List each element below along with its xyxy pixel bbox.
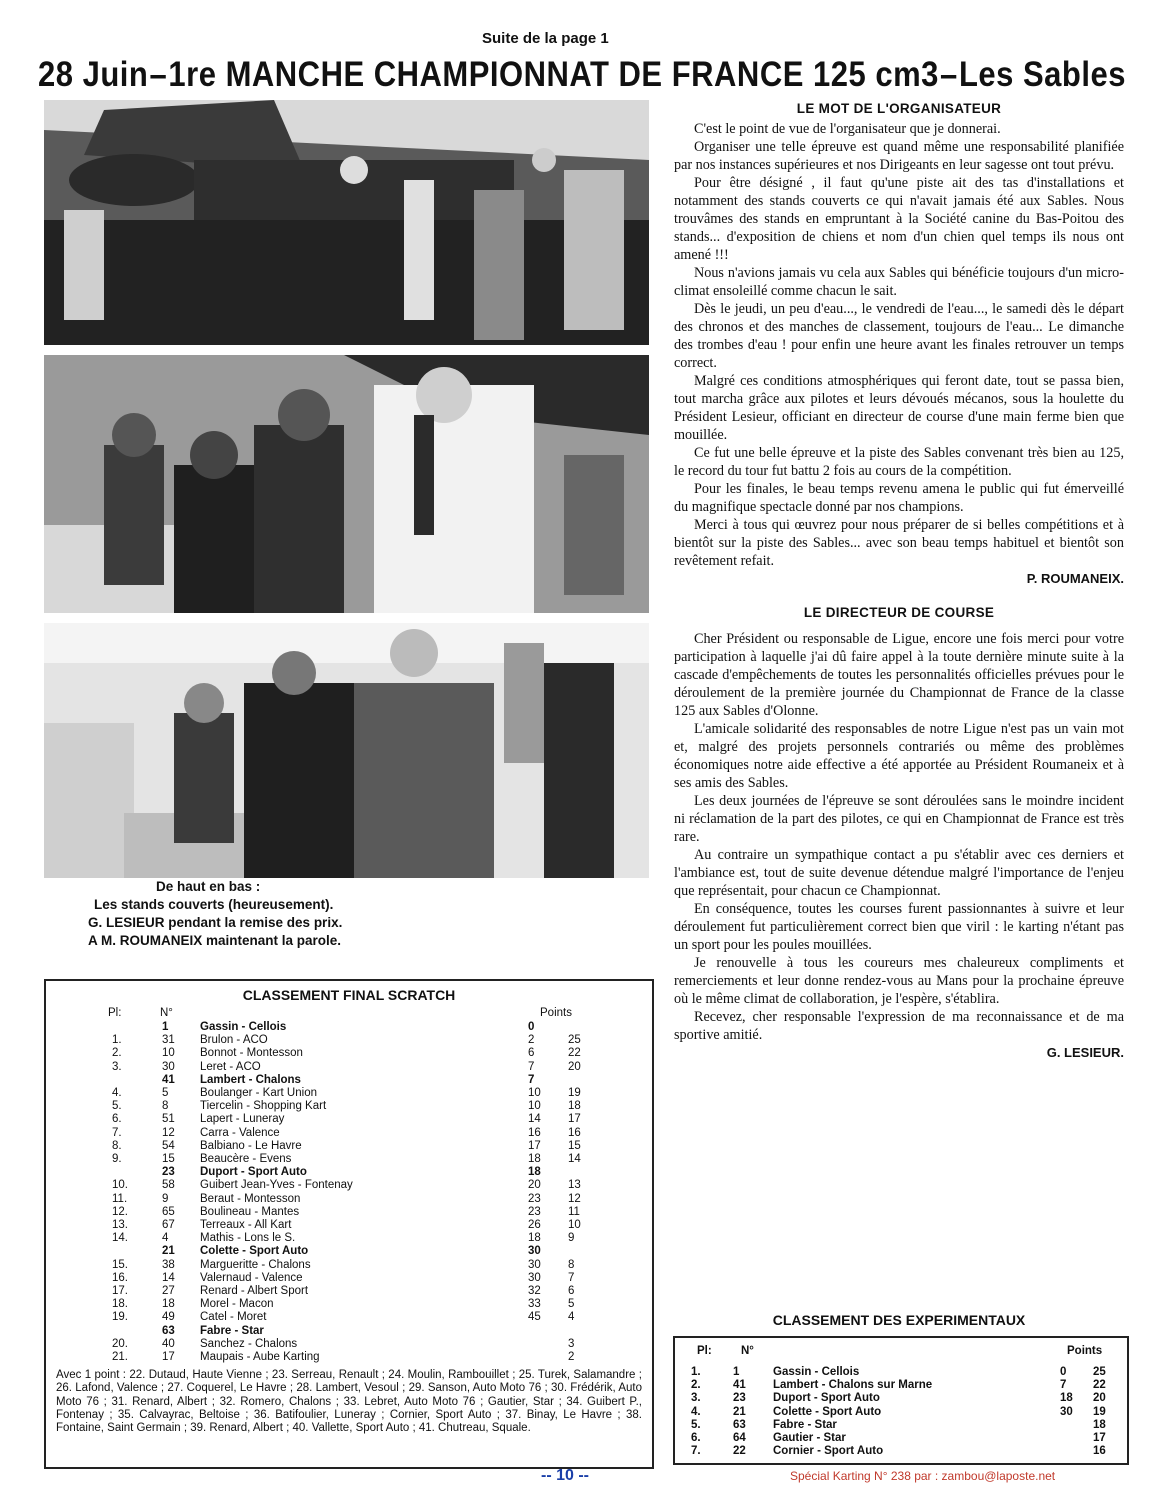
cell-rank: 15. bbox=[112, 1258, 128, 1271]
cell-score: 11 bbox=[568, 1205, 580, 1218]
cell-driver: Beaucère - Evens bbox=[200, 1153, 292, 1165]
cell-number: 31 bbox=[162, 1034, 175, 1047]
cell-rank: 8. bbox=[112, 1139, 122, 1152]
cell-number: 1 bbox=[162, 1021, 169, 1033]
caption-line: G. LESIEUR pendant la remise des prix. bbox=[88, 915, 343, 930]
cell-driver: Catel - Moret bbox=[200, 1311, 267, 1324]
table-row bbox=[46, 1193, 652, 1206]
photo-caption bbox=[44, 878, 649, 955]
cell-score: 15 bbox=[568, 1139, 581, 1152]
paragraph: Cher Président ou responsable de Ligue, encore une fois merci pour votre participation à laquelle j'ai dû faire appel à la toute dernière minute suite à la cascade d'empêchements de toutes les personnalités officielles prévues pour le déroulement de la première journée du Championnat de France de la classe 125 aux Sables d'Olonne. bbox=[674, 631, 1124, 719]
table-row bbox=[46, 1021, 652, 1034]
cell-number: 1 bbox=[733, 1366, 740, 1378]
table-row bbox=[46, 1245, 652, 1258]
cell-score: 25 bbox=[568, 1034, 581, 1047]
cell-points: 18 bbox=[1060, 1392, 1073, 1405]
cell-rank: 7. bbox=[112, 1126, 122, 1139]
cell-points: 23 bbox=[528, 1205, 541, 1218]
table-row bbox=[46, 1047, 652, 1060]
cell-number: 22 bbox=[733, 1445, 746, 1458]
cell-driver: Tiercelin - Shopping Kart bbox=[200, 1100, 327, 1113]
cell-number: 23 bbox=[733, 1392, 746, 1405]
paragraph: Je renouvelle à tous les coureurs mes chaleureux compliments et remerciements et leur donne rendez-vous au Mans pour la prochaine épreuve où le même climat de collaboration, je l'espère, s'établira. bbox=[674, 955, 1124, 1007]
cell-rank: 1. bbox=[112, 1034, 122, 1047]
table-row bbox=[46, 1127, 652, 1140]
cell-driver: Boulineau - Mantes bbox=[200, 1205, 300, 1218]
cell-driver: Lapert - Luneray bbox=[200, 1113, 285, 1126]
cell-score: 3 bbox=[568, 1337, 575, 1350]
head-pl: Pl: bbox=[697, 1345, 712, 1357]
paragraph: Dès le jeudi, un peu d'eau..., le vendredi de l'eau..., le samedi dès le départ des chronos et des manches de classement, toujours de l'eau... Le dimanche des trombes d'eau ! pour enfin une heure avant les finales retrouver un temps correct. bbox=[674, 301, 1124, 371]
table-row bbox=[46, 1074, 652, 1087]
cell-points: 30 bbox=[528, 1271, 541, 1284]
caption-line: De haut en bas : bbox=[156, 879, 261, 894]
cell-rank: 1. bbox=[691, 1366, 701, 1378]
cell-number: 4 bbox=[162, 1232, 169, 1245]
cell-number: 65 bbox=[162, 1205, 175, 1218]
table-row bbox=[46, 1061, 652, 1074]
cell-driver: Guibert Jean-Yves - Fontenay bbox=[200, 1179, 353, 1192]
table-row bbox=[46, 1325, 652, 1338]
cell-rank: 4. bbox=[691, 1405, 701, 1418]
table-row bbox=[46, 1206, 652, 1219]
footer-credit: Spécial Karting N° 238 par : zambou@laposte.net bbox=[790, 1469, 1056, 1483]
headline-place: Les Sables bbox=[958, 54, 1126, 95]
table-row bbox=[46, 1285, 652, 1298]
cell-driver: Gassin - Cellois bbox=[200, 1021, 287, 1033]
cell-driver: Gautier - Star bbox=[773, 1432, 846, 1444]
paragraph: Organiser une telle épreuve est quand même une responsabilité planifiée par nos instances supérieures et nos Dirigeants en leur sagesse ont tout prévu. bbox=[674, 139, 1124, 173]
cell-number: 23 bbox=[162, 1166, 175, 1179]
cell-score: 17 bbox=[1093, 1432, 1106, 1444]
paragraph: Les deux journées de l'épreuve se sont déroulées sans le moindre incident ni réclamation de la part des pilotes, ce qui en Championnat de France est très rare. bbox=[674, 793, 1124, 845]
cell-number: 27 bbox=[162, 1285, 175, 1297]
cell-driver: Duport - Sport Auto bbox=[773, 1392, 880, 1405]
paragraph: Ce fut une belle épreuve et la piste des Sables convenant très bien au 125, le record du tour fut battu 2 fois au cours de la compétition. bbox=[674, 445, 1124, 479]
cell-points: 45 bbox=[528, 1311, 541, 1324]
cell-points: 17 bbox=[528, 1139, 541, 1152]
cell-rank: 2. bbox=[112, 1047, 122, 1060]
cell-score: 22 bbox=[568, 1047, 581, 1060]
cell-rank: 6. bbox=[112, 1113, 122, 1126]
cell-points: 30 bbox=[528, 1245, 541, 1258]
head-points: Points bbox=[1067, 1345, 1103, 1357]
cell-points: 30 bbox=[528, 1258, 541, 1271]
cell-score: 7 bbox=[568, 1271, 575, 1284]
cell-driver: Bonnot - Montesson bbox=[200, 1047, 303, 1060]
table-row bbox=[675, 1419, 1127, 1432]
cell-rank: 3. bbox=[112, 1060, 122, 1073]
cell-score: 19 bbox=[568, 1087, 581, 1099]
table-row bbox=[46, 1087, 652, 1100]
cell-points: 10 bbox=[528, 1100, 541, 1113]
cell-number: 21 bbox=[162, 1245, 175, 1258]
cell-points: 10 bbox=[528, 1087, 541, 1099]
cell-driver: Margueritte - Chalons bbox=[200, 1258, 311, 1271]
cell-rank: 3. bbox=[691, 1392, 701, 1405]
table-row bbox=[46, 1259, 652, 1272]
experimentaux-standings bbox=[673, 1336, 1129, 1465]
cell-points: 16 bbox=[528, 1126, 541, 1139]
directeur-closing: Recevez, cher responsable l'expression de ma reconnaissance et de ma sportive amitié. bbox=[674, 1009, 1124, 1043]
cell-number: 63 bbox=[733, 1418, 746, 1431]
cell-score: 13 bbox=[568, 1179, 581, 1192]
experimentaux-title: CLASSEMENT DES EXPERIMENTAUX bbox=[772, 1312, 1026, 1328]
directeur-signature: G. LESIEUR. bbox=[1046, 1045, 1124, 1060]
cell-rank: 9. bbox=[112, 1153, 122, 1165]
cell-points: 26 bbox=[528, 1219, 541, 1231]
cell-rank: 17. bbox=[112, 1285, 128, 1297]
cell-number: 14 bbox=[162, 1271, 175, 1284]
cell-driver: Beraut - Montesson bbox=[200, 1192, 301, 1205]
cell-points: 7 bbox=[1060, 1379, 1067, 1392]
table-row bbox=[675, 1392, 1127, 1405]
paragraph: En conséquence, toutes les courses furent passionnantes à suivre et leur déroulement fut particulièrement correct bien que viril : le karting n'étant pas un sport pour les poules mouillées. bbox=[674, 901, 1124, 953]
cell-score: 9 bbox=[568, 1232, 575, 1245]
cell-points: 33 bbox=[528, 1298, 541, 1311]
cell-score: 4 bbox=[568, 1311, 575, 1324]
cell-driver: Boulanger - Kart Union bbox=[200, 1087, 317, 1099]
cell-rank: 14. bbox=[112, 1232, 128, 1245]
cell-rank: 18. bbox=[112, 1298, 128, 1311]
cell-driver: Fabre - Star bbox=[773, 1418, 837, 1431]
cell-rank: 2. bbox=[691, 1379, 701, 1392]
cell-rank: 11. bbox=[112, 1192, 128, 1205]
cell-number: 41 bbox=[733, 1379, 746, 1392]
cell-points: 23 bbox=[528, 1192, 541, 1205]
cell-score: 2 bbox=[568, 1351, 575, 1363]
scratch-notes: Avec 1 point : 22. Dutaud, Haute Vienne ; 23. Serreau, Renault ; 24. Moulin, Rambouillet ; 25. Turek, Salamandre ; 26. Lafond, Valence ; 27. Coquerel, Le Havre ; 28. Lambert, Vesoul ; 29. Sanson, Auto Moto 76 ; 30. Frédérik, Auto Moto 76 ; 31. Renard, Albert ; 32. Romero, Chalons ; 33. Lebret, Auto Moto 76 ; Gautier, Star ; 34. Guibert P., Fontenay ; 35. Calvayrac, Beltoise ; 36. Batifoulier, Luneray ; Cornier, Sport Auto ; 37. Binay, Le Havre ; 38. Fontaine, Saint Germain ; 39. Renard, Albert ; 40. Vallette, Sport Auto ; 41. Chutreau, Squale. bbox=[56, 1369, 642, 1435]
head-no: N° bbox=[160, 1007, 173, 1019]
cell-driver: Maupais - Aube Karting bbox=[200, 1351, 320, 1363]
headline-dash: – bbox=[149, 54, 168, 95]
cell-rank: 6. bbox=[691, 1432, 701, 1444]
cell-driver: Fabre - Star bbox=[200, 1324, 264, 1337]
cell-number: 9 bbox=[162, 1192, 169, 1205]
cell-score: 18 bbox=[568, 1100, 581, 1113]
table-row bbox=[46, 1179, 652, 1192]
cell-number: 58 bbox=[162, 1179, 175, 1192]
cell-number: 67 bbox=[162, 1219, 175, 1231]
cell-driver: Balbiano - Le Havre bbox=[200, 1139, 302, 1152]
cell-rank: 7. bbox=[691, 1445, 701, 1458]
organisateur-text bbox=[674, 120, 1124, 570]
cell-points: 20 bbox=[528, 1179, 541, 1192]
table-row bbox=[46, 1298, 652, 1311]
paragraph: Au contraire un sympathique contact a pu s'établir avec ces derniers et l'ambiance est, tout de suite devenue détendue malgré l'importance de l'enjeu que représentait, pour chacun ce Championnat. bbox=[674, 847, 1124, 899]
cell-score: 25 bbox=[1093, 1366, 1106, 1378]
cell-driver: Colette - Sport Auto bbox=[200, 1245, 309, 1258]
cell-points: 2 bbox=[528, 1034, 535, 1047]
cell-rank: 20. bbox=[112, 1337, 128, 1350]
cell-rank: 10. bbox=[112, 1179, 128, 1192]
cell-score: 20 bbox=[568, 1060, 581, 1073]
cell-score: 22 bbox=[1093, 1379, 1106, 1392]
cell-rank: 16. bbox=[112, 1271, 128, 1284]
cell-score: 5 bbox=[568, 1298, 575, 1311]
cell-driver: Sanchez - Chalons bbox=[200, 1337, 298, 1350]
cell-driver: Renard - Albert Sport bbox=[200, 1285, 309, 1297]
paragraph: Nous n'avions jamais vu cela aux Sables qui bénéficie toujours d'un micro-climat ensoleillé comme chacun le sait. bbox=[674, 265, 1124, 299]
paragraph: Pour les finales, le beau temps revenu amena le public qui fut émerveillé du magnifique spectacle donné par nos champions. bbox=[674, 481, 1124, 515]
cell-number: 15 bbox=[162, 1153, 175, 1165]
organisateur-signature: P. ROUMANEIX. bbox=[1026, 571, 1124, 586]
cell-rank: 5. bbox=[691, 1418, 701, 1431]
cell-points: 14 bbox=[528, 1113, 541, 1126]
table-row bbox=[46, 1338, 652, 1351]
cell-driver: Brulon - ACO bbox=[200, 1034, 268, 1047]
table-row bbox=[46, 1232, 652, 1245]
cell-driver: Lambert - Chalons sur Marne bbox=[773, 1379, 933, 1392]
table-row bbox=[675, 1366, 1127, 1379]
cell-points: 30 bbox=[1060, 1405, 1073, 1418]
cell-number: 12 bbox=[162, 1126, 175, 1139]
article-column bbox=[674, 100, 1124, 1062]
scratch-title: CLASSEMENT FINAL SCRATCH bbox=[242, 987, 456, 1003]
cell-score: 6 bbox=[568, 1285, 575, 1297]
cell-score: 16 bbox=[568, 1126, 581, 1139]
cell-points: 0 bbox=[1060, 1366, 1067, 1378]
cell-points: 7 bbox=[528, 1073, 535, 1086]
cell-score: 14 bbox=[568, 1153, 581, 1165]
cell-driver: Duport - Sport Auto bbox=[200, 1166, 307, 1179]
cell-number: 64 bbox=[733, 1432, 746, 1444]
cell-points: 32 bbox=[528, 1285, 541, 1297]
cell-score: 19 bbox=[1093, 1405, 1106, 1418]
scratch-header bbox=[46, 1007, 652, 1020]
paragraph: Merci à tous qui œuvrez pour nous préparer de si belles compétitions et à bientôt sur la piste des Sables... avec son beau temps habituel et bientôt son revêtement refait. bbox=[674, 517, 1124, 569]
cell-score: 10 bbox=[568, 1219, 581, 1231]
cell-points: 7 bbox=[528, 1060, 535, 1073]
table-row bbox=[46, 1272, 652, 1285]
cell-number: 5 bbox=[162, 1087, 169, 1099]
head-no: N° bbox=[741, 1345, 754, 1357]
cell-number: 54 bbox=[162, 1139, 175, 1152]
table-row bbox=[46, 1219, 652, 1232]
cell-driver: Terreaux - All Kart bbox=[200, 1219, 292, 1231]
continued-note: Suite de la page 1 bbox=[482, 30, 609, 47]
table-row bbox=[46, 1140, 652, 1153]
paragraph: Malgré ces conditions atmosphériques qui feront date, tout se passa bien, tout marcha grâce aux pilotes et leurs dévoués mécanos, sous la houlette du Président Lesieur, officiant en directeur de course d'une main ferme bien que mouillée. bbox=[674, 373, 1124, 443]
directeur-text bbox=[674, 630, 1124, 1008]
cell-driver: Lambert - Chalons bbox=[200, 1073, 301, 1086]
cell-score: 12 bbox=[568, 1192, 581, 1205]
cell-number: 30 bbox=[162, 1060, 175, 1073]
table-row bbox=[46, 1153, 652, 1166]
cell-rank: 19. bbox=[112, 1311, 128, 1324]
cell-driver: Morel - Macon bbox=[200, 1298, 274, 1311]
cell-score: 16 bbox=[1093, 1445, 1106, 1458]
cell-driver: Gassin - Cellois bbox=[773, 1366, 860, 1378]
table-row bbox=[675, 1445, 1127, 1458]
table-row bbox=[46, 1034, 652, 1047]
photo-prize-giving bbox=[44, 355, 649, 613]
cell-rank: 5. bbox=[112, 1100, 122, 1113]
paragraph: C'est le point de vue de l'organisateur que je donnerai. bbox=[694, 121, 1001, 137]
head-points: Points bbox=[540, 1007, 572, 1019]
cell-number: 17 bbox=[162, 1351, 175, 1363]
cell-score: 18 bbox=[1093, 1418, 1106, 1431]
photo-covered-stands bbox=[44, 100, 649, 345]
photo-speech bbox=[44, 623, 649, 878]
cell-rank: 13. bbox=[112, 1219, 128, 1231]
cell-number: 10 bbox=[162, 1047, 175, 1060]
cell-driver: Carra - Valence bbox=[200, 1126, 280, 1139]
caption-line: A M. ROUMANEIX maintenant la parole. bbox=[88, 933, 342, 948]
headline bbox=[38, 54, 1126, 95]
cell-number: 8 bbox=[162, 1100, 169, 1113]
headline-event: 1re MANCHE CHAMPIONNAT DE FRANCE 125 cm3 bbox=[168, 54, 939, 95]
headline-date: 28 Juin bbox=[38, 54, 149, 95]
table-row bbox=[46, 1100, 652, 1113]
table-row bbox=[675, 1432, 1127, 1445]
cell-score: 20 bbox=[1093, 1392, 1106, 1405]
paragraph: L'amicale solidarité des responsables de notre Ligue n'est pas un vain mot et, malgré des projets personnels contrariés ou même des problèmes économiques notre aide effective a été apportée au Président Roumaneix et à ses amis des Sables. bbox=[674, 721, 1124, 791]
cell-points: 6 bbox=[528, 1047, 535, 1060]
cell-number: 40 bbox=[162, 1337, 175, 1350]
table-row bbox=[675, 1406, 1127, 1419]
cell-number: 51 bbox=[162, 1113, 175, 1126]
head-pl: Pl: bbox=[108, 1007, 122, 1019]
cell-points: 18 bbox=[528, 1166, 541, 1179]
table-row bbox=[675, 1379, 1127, 1392]
cell-points: 0 bbox=[528, 1021, 535, 1033]
cell-driver: Cornier - Sport Auto bbox=[773, 1445, 884, 1458]
scratch-standings bbox=[44, 979, 654, 1469]
cell-points: 18 bbox=[528, 1232, 541, 1245]
table-row bbox=[46, 1311, 652, 1324]
cell-points: 18 bbox=[528, 1153, 541, 1165]
cell-driver: Leret - ACO bbox=[200, 1060, 261, 1073]
expt-header bbox=[675, 1345, 1127, 1358]
paragraph: Pour être désigné , il faut qu'une piste ait des tas d'installations et notamment des stands couverts ce qui n'avait jamais été aux Sables. Nous trouvâmes des stands en empruntant à la Société canine du Bas-Poitou des stands... d'exposition de chiens et nom d'un chien quel temps ils nous ont amené !!! bbox=[674, 175, 1124, 263]
cell-number: 41 bbox=[162, 1073, 175, 1086]
cell-number: 49 bbox=[162, 1311, 175, 1324]
cell-number: 18 bbox=[162, 1298, 175, 1311]
table-row bbox=[46, 1113, 652, 1126]
cell-number: 21 bbox=[733, 1405, 746, 1418]
cell-number: 63 bbox=[162, 1324, 175, 1337]
table-row bbox=[46, 1166, 652, 1179]
cell-rank: 4. bbox=[112, 1087, 122, 1099]
cell-number: 38 bbox=[162, 1258, 175, 1271]
table-row bbox=[46, 1351, 652, 1364]
organisateur-title: LE MOT DE L'ORGANISATEUR bbox=[796, 101, 1002, 116]
cell-driver: Valernaud - Valence bbox=[200, 1271, 303, 1284]
cell-driver: Mathis - Lons le S. bbox=[200, 1232, 296, 1245]
directeur-title: LE DIRECTEUR DE COURSE bbox=[803, 605, 995, 620]
cell-score: 8 bbox=[568, 1258, 575, 1271]
caption-line: Les stands couverts (heureusement). bbox=[94, 897, 334, 912]
cell-rank: 21. bbox=[112, 1351, 128, 1363]
headline-dash: – bbox=[940, 54, 958, 95]
cell-rank: 12. bbox=[112, 1205, 128, 1218]
cell-driver: Colette - Sport Auto bbox=[773, 1405, 882, 1418]
cell-score: 17 bbox=[568, 1113, 581, 1126]
page-number: -- 10 -- bbox=[541, 1467, 589, 1484]
